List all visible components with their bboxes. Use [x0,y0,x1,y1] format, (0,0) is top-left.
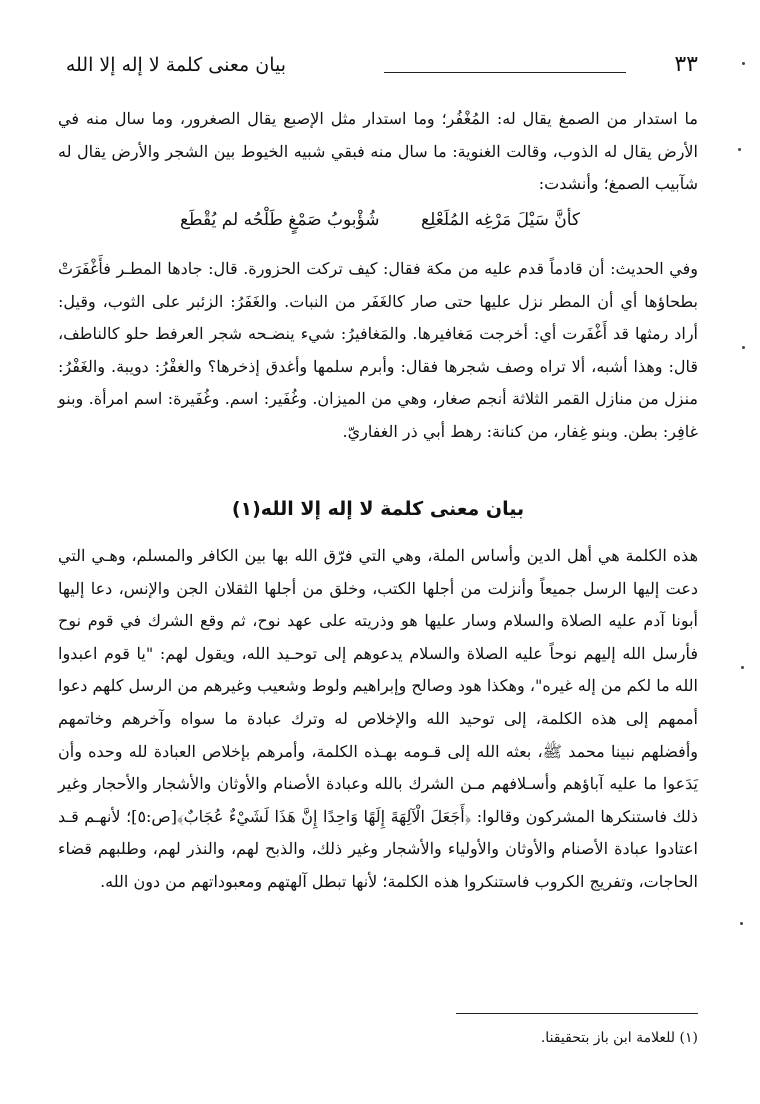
paragraph-hadith: وفي الحديث: أن قادماً قدم عليه من مكة فقال: كيف تركت الحزورة. قال: جادها المطـر فأَغْفَرَتْ بطحاؤها أي أن المطر نزل عليها حتى صار كالغَفَر من النبات. والغَفَرُ: الزئبر على الثوب، وقيل: أراد رمثها قد أَغْفَرت أي: أخرجت مَغافيرها. والمَغافيرُ: شيء ينضـحه شجر العرفط حلو كالناطف، قال: وهذا أشبه، ألا تراه وصف شجرها فقال: وأبرم سلمها وأغدق إذخرها؟ والغفْرُ: دويبة. والغَفْرُ: منزل من منازل القمر الثلاثة أنجم صغار، وهي من الميزان. وغُفَير: اسم. وغُفَيرة: اسم امرأة. وبنو غافِر: بطن. وبنو غِفار، من كنانة: رهط أبي ذر الغفاريّ. [58,259,699,441]
poem-verse [180,210,580,230]
footnote-rule [456,1013,698,1014]
margin-speck [742,346,745,349]
header-rule [384,72,626,73]
running-title: بيان معنى كلمة لا إله إلا الله [65,54,286,76]
poem-first-hemistich: كأنَّ سَيْلَ مَرْغِه المُلَعْلِع [421,210,580,230]
margin-speck [742,62,745,65]
paragraph-gum: ما استدار من الصمغ يقال له: المُغْفُر؛ وما استدار مثل الإصبع يقال الصغرور، وما سال منه في الأرض يقال له الذوب، وقالت الغنوية: ما سال منه فبقي شبيه الخيوط بين الشجر والأرض يقال له شآبيب الصمغ؛ وأنشدت: [58,109,698,193]
margin-speck [738,148,741,151]
margin-speck [741,666,744,669]
footnote: (١) للعلامة ابن باز بتحقيقنا. [540,1030,698,1046]
page-number: ٣٣ [674,52,698,77]
running-header [58,52,698,88]
paragraph-tawhid: هذه الكلمة هي أهل الدين وأساس الملة، وهي التي فرّق الله بها بين الكافر والمسلم، وهـي التي دعت إليها الرسل جميعاً وأنزلت من أجلها الكتب، وخلق من أجلها الثقلان الجن والإنس، دعا إليها أبونا آدم عليه الصلاة والسلام وسار عليها هو وذريته على عهد نوح، ثم وقع الشرك في قوم نوح فأرسل الله إليهم نوحاً عليه الصلاة والسلام يدعوهم إلى توحـيد الله، ويقول لهم: "يا قوم اعبدوا الله ما لكم من إله غيره"، وهكذا هود وصالح وإبراهيم ولوط وشعيب وغيرهم من الرسل كلهم دعوا أممهم إلى هذه الكلمة، إلى توحيد الله والإخلاص له وترك عبادة ما سواه وآخرهم وخاتمهم وأفضلهم نبينا محمد ﷺ، بعثه الله إلى قـومه بهـذه الكلمة، وأمرهم بإخلاص العبادة لله وحده وأن يَدَعوا ما عليه آباؤهم وأسـلافهم مـن الشرك بالله وعبادة الأصنام والأوثان والأشجار والأحجار وغير ذلك فاستنكرها المشركون وقالوا: ﴿أَجَعَلَ الْآلِهَةَ إِلَهًا وَاحِدًا إِنَّ هَذَا لَشَيْءٌ عُجَابٌ﴾[ص:٥]؛ لأنهـم قـد اعتادوا عبادة الأصنام والأوثان والأولياء والأشجار وغير ذلك، والذبح لهم، والنذر لهم، وطلبهم قضاء الحاجات، وتفريج الكروب فاستنكروا هذه الكلمة؛ لأنها تبطل آلهتهم ومعبوداتهم من دون الله. [58,546,699,891]
poem-second-hemistich: شُؤْبوبُ صَمْغٍ طَلْحُه لم يُقْطَع [180,210,380,230]
margin-speck [740,922,743,925]
section-heading: بيان معنى كلمة لا إله إلا الله(١) [231,498,525,520]
